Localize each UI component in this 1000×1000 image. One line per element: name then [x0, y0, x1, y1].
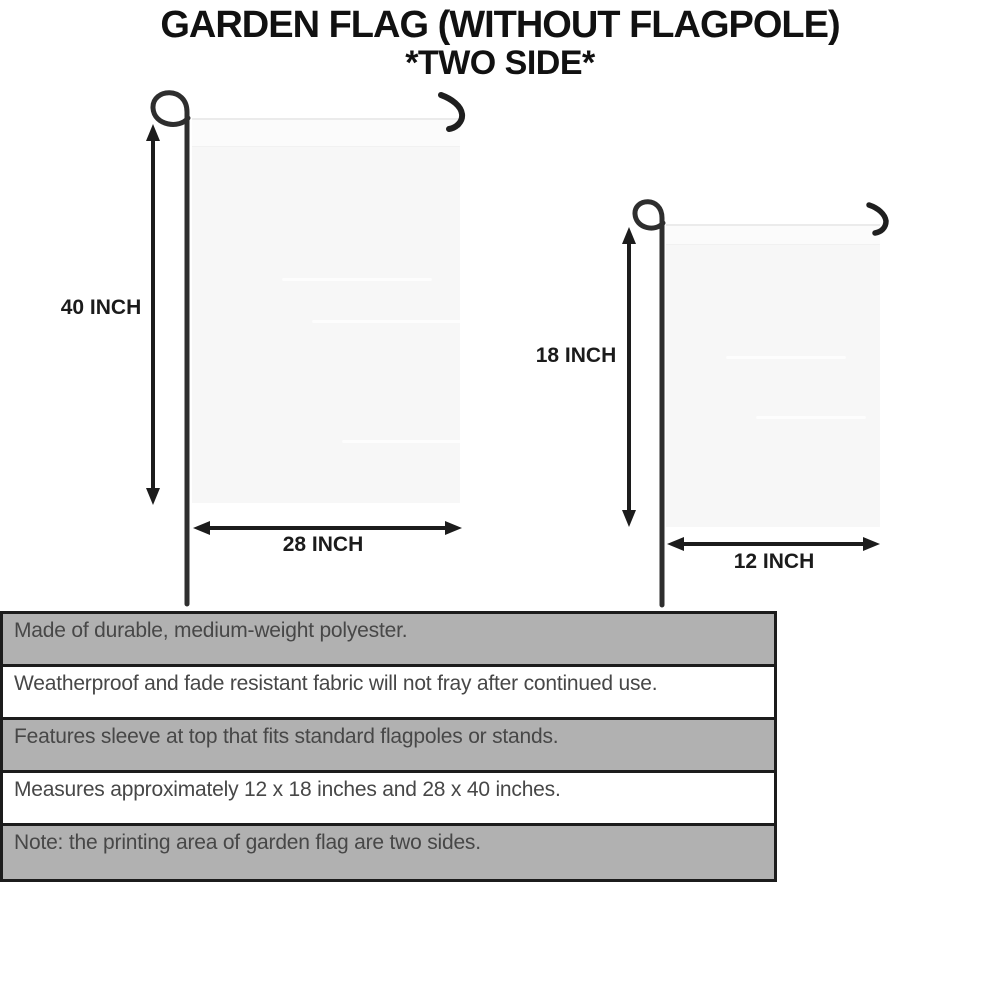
large-flag-preview — [192, 118, 460, 503]
flag-crease — [342, 440, 542, 443]
feature-row-3 — [3, 720, 774, 773]
large-flag-sleeve — [192, 120, 460, 147]
page-title: GARDEN FLAG (WITHOUT FLAGPOLE) — [160, 4, 840, 46]
feature-text: Weatherproof and fade resistant fabric will not fray after continued use. — [14, 672, 658, 695]
small-flag-preview — [666, 224, 880, 527]
feature-row-5 — [3, 826, 774, 879]
flag-crease — [312, 320, 492, 323]
width-arrow-12inch — [667, 537, 880, 551]
title-block — [0, 6, 1000, 82]
page-subtitle: *TWO SIDE* — [405, 43, 595, 82]
flag-crease — [726, 356, 846, 359]
feature-text: Features sleeve at top that fits standard flagpoles or stands. — [14, 725, 559, 748]
small-flag-sleeve — [666, 226, 880, 245]
feature-row-4 — [3, 773, 774, 826]
small-flag-width-label: 12 INCH — [733, 550, 815, 573]
feature-text: Measures approximately 12 x 18 inches and 28 x 40 inches. — [14, 778, 561, 801]
large-flagpole-icon — [153, 93, 188, 604]
small-flagpole-icon — [635, 202, 663, 605]
small-flag-height-label: 18 INCH — [535, 344, 617, 367]
feature-table — [0, 611, 777, 882]
feature-row-1 — [3, 614, 774, 667]
height-arrow-18inch — [622, 227, 636, 527]
flag-crease — [756, 416, 866, 419]
feature-row-2 — [3, 667, 774, 720]
feature-text: Note: the printing area of garden flag are two sides. — [14, 831, 481, 854]
large-flag-width-label: 28 INCH — [282, 533, 364, 556]
flag-crease — [282, 278, 432, 281]
feature-text: Made of durable, medium-weight polyester. — [14, 619, 408, 642]
large-flag-height-label: 40 INCH — [60, 296, 142, 319]
